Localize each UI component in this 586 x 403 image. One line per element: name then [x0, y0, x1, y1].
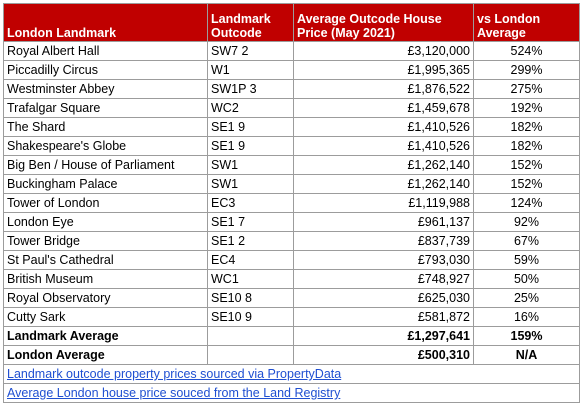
cell-price: £1,876,522 — [294, 80, 474, 99]
cell-price: £837,739 — [294, 232, 474, 251]
cell-price: £1,262,140 — [294, 175, 474, 194]
cell-vs-london: 152% — [474, 156, 580, 175]
propertydata-source-link[interactable]: Landmark outcode property prices sourced via PropertyData — [7, 367, 342, 381]
table-row — [4, 118, 580, 137]
table-row — [4, 80, 580, 99]
london-average-price: £500,310 — [294, 346, 474, 365]
cell-outcode: SE1 9 — [208, 137, 294, 156]
cell-outcode: SE1 9 — [208, 118, 294, 137]
landmark-average-outcode — [208, 327, 294, 346]
source-link-cell-1 — [4, 365, 580, 384]
cell-outcode: EC3 — [208, 194, 294, 213]
cell-landmark: Piccadilly Circus — [4, 61, 208, 80]
cell-landmark: Shakespeare's Globe — [4, 137, 208, 156]
landmark-average-price: £1,297,641 — [294, 327, 474, 346]
cell-vs-london: 124% — [474, 194, 580, 213]
cell-outcode: SW7 2 — [208, 42, 294, 61]
cell-outcode: SE10 9 — [208, 308, 294, 327]
cell-price: £1,410,526 — [294, 137, 474, 156]
cell-outcode: SE1 2 — [208, 232, 294, 251]
cell-price: £625,030 — [294, 289, 474, 308]
cell-outcode: WC1 — [208, 270, 294, 289]
header-row — [4, 4, 580, 42]
table-row — [4, 232, 580, 251]
header-price: Average Outcode House Price (May 2021) — [294, 4, 474, 42]
cell-outcode: SE1 7 — [208, 213, 294, 232]
cell-vs-london: 16% — [474, 308, 580, 327]
landmark-average-row — [4, 327, 580, 346]
cell-price: £581,872 — [294, 308, 474, 327]
table-row — [4, 137, 580, 156]
cell-landmark: The Shard — [4, 118, 208, 137]
cell-landmark: Cutty Sark — [4, 308, 208, 327]
london-average-vs: N/A — [474, 346, 580, 365]
header-outcode: Landmark Outcode — [208, 4, 294, 42]
cell-outcode: EC4 — [208, 251, 294, 270]
cell-vs-london: 50% — [474, 270, 580, 289]
source-link-row-2 — [4, 384, 580, 403]
table-row — [4, 308, 580, 327]
land-registry-source-link[interactable]: Average London house price souced from the Land Registry — [7, 386, 341, 400]
header-landmark: London Landmark — [4, 4, 208, 42]
cell-landmark: Royal Albert Hall — [4, 42, 208, 61]
table-row — [4, 61, 580, 80]
cell-price: £1,995,365 — [294, 61, 474, 80]
cell-vs-london: 275% — [474, 80, 580, 99]
cell-price: £1,119,988 — [294, 194, 474, 213]
cell-landmark: St Paul's Cathedral — [4, 251, 208, 270]
table-row — [4, 156, 580, 175]
landmark-price-table — [3, 3, 580, 403]
cell-vs-london: 25% — [474, 289, 580, 308]
table-row — [4, 213, 580, 232]
table-row — [4, 99, 580, 118]
cell-price: £961,137 — [294, 213, 474, 232]
cell-price: £1,410,526 — [294, 118, 474, 137]
london-average-outcode — [208, 346, 294, 365]
source-link-cell-2 — [4, 384, 580, 403]
cell-vs-london: 67% — [474, 232, 580, 251]
landmark-average-label: Landmark Average — [4, 327, 208, 346]
cell-vs-london: 524% — [474, 42, 580, 61]
cell-outcode: SW1 — [208, 156, 294, 175]
table-row — [4, 42, 580, 61]
cell-price: £748,927 — [294, 270, 474, 289]
cell-vs-london: 59% — [474, 251, 580, 270]
header-vs-london: vs London Average — [474, 4, 580, 42]
cell-outcode: SE10 8 — [208, 289, 294, 308]
cell-vs-london: 182% — [474, 137, 580, 156]
table-row — [4, 175, 580, 194]
table-row — [4, 194, 580, 213]
cell-landmark: Big Ben / House of Parliament — [4, 156, 208, 175]
london-average-row — [4, 346, 580, 365]
cell-outcode: SW1P 3 — [208, 80, 294, 99]
cell-vs-london: 152% — [474, 175, 580, 194]
landmark-average-vs: 159% — [474, 327, 580, 346]
cell-landmark: London Eye — [4, 213, 208, 232]
cell-landmark: Royal Observatory — [4, 289, 208, 308]
cell-price: £3,120,000 — [294, 42, 474, 61]
cell-outcode: W1 — [208, 61, 294, 80]
cell-landmark: Tower Bridge — [4, 232, 208, 251]
cell-landmark: Westminster Abbey — [4, 80, 208, 99]
cell-vs-london: 182% — [474, 118, 580, 137]
cell-vs-london: 192% — [474, 99, 580, 118]
cell-price: £793,030 — [294, 251, 474, 270]
cell-landmark: Trafalgar Square — [4, 99, 208, 118]
table-row — [4, 270, 580, 289]
cell-price: £1,459,678 — [294, 99, 474, 118]
source-link-row-1 — [4, 365, 580, 384]
cell-landmark: Buckingham Palace — [4, 175, 208, 194]
cell-landmark: British Museum — [4, 270, 208, 289]
cell-landmark: Tower of London — [4, 194, 208, 213]
table-row — [4, 289, 580, 308]
cell-price: £1,262,140 — [294, 156, 474, 175]
table-row — [4, 251, 580, 270]
cell-outcode: WC2 — [208, 99, 294, 118]
cell-vs-london: 299% — [474, 61, 580, 80]
cell-outcode: SW1 — [208, 175, 294, 194]
london-average-label: London Average — [4, 346, 208, 365]
cell-vs-london: 92% — [474, 213, 580, 232]
